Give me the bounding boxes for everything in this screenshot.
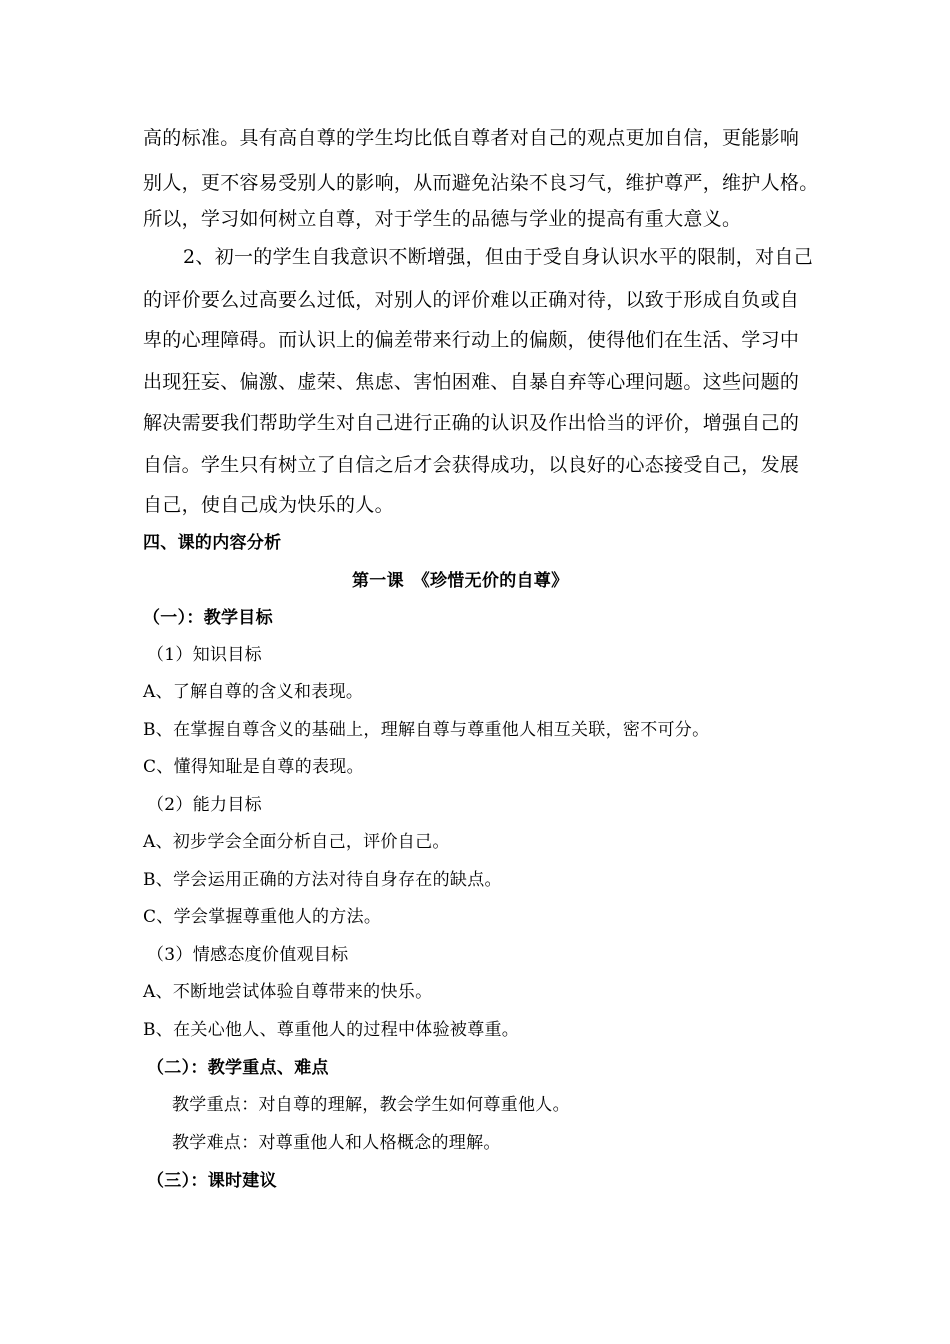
list-item: C、懂得知耻是自尊的表现。 bbox=[143, 757, 364, 777]
paragraph-line: 解决需要我们帮助学生对自己进行正确的认识及作出恰当的评价，增强自己的 bbox=[143, 412, 800, 434]
key-point-text: 教学重点：对自尊的理解，教会学生如何尊重他人。 bbox=[172, 1095, 570, 1115]
section-heading: 四、课的内容分析 bbox=[143, 533, 282, 553]
list-item: A、了解自尊的含义和表现。 bbox=[143, 682, 364, 702]
objective-heading: （2）能力目标 bbox=[147, 795, 262, 815]
subsection-heading: （一）：教学目标 bbox=[143, 608, 273, 628]
list-item: C、学会掌握尊重他人的方法。 bbox=[143, 907, 382, 927]
paragraph-line: 2、初一的学生自我意识不断增强，但由于受自身认识水平的限制，对自己 bbox=[183, 246, 813, 268]
paragraph-line: 卑的心理障碍。而认识上的偏差带来行动上的偏颇，使得他们在生活、学习中 bbox=[143, 329, 800, 351]
list-item: B、在掌握自尊含义的基础上，理解自尊与尊重他人相互关联，密不可分。 bbox=[143, 720, 710, 740]
paragraph-line: 出现狂妄、偏激、虚荣、焦虑、害怕困难、自暴自弃等心理问题。这些问题的 bbox=[143, 371, 800, 393]
subsection-heading: （二）：教学重点、难点 bbox=[147, 1058, 329, 1078]
list-item: A、不断地尝试体验自尊带来的快乐。 bbox=[143, 982, 433, 1002]
paragraph-line: 的评价要么过高要么过低，对别人的评价难以正确对待，以致于形成自负或自 bbox=[143, 289, 800, 311]
paragraph-line: 所以，学习如何树立自尊，对于学生的品德与学业的提高有重大意义。 bbox=[143, 208, 742, 230]
paragraph-line: 自信。学生只有树立了自信之后才会获得成功，以良好的心态接受自己，发展 bbox=[143, 454, 800, 476]
paragraph-line: 高的标准。具有高自尊的学生均比低自尊者对自己的观点更加自信，更能影响 bbox=[143, 127, 800, 149]
paragraph-line: 别人，更不容易受别人的影响，从而避免沾染不良习气，维护尊严，维护人格。 bbox=[143, 172, 819, 194]
paragraph-line: 自己，使自己成为快乐的人。 bbox=[143, 494, 394, 516]
difficult-point-text: 教学难点：对尊重他人和人格概念的理解。 bbox=[172, 1133, 501, 1153]
subsection-heading: （三）：课时建议 bbox=[147, 1171, 277, 1191]
lesson-title: 第一课 《珍惜无价的自尊》 bbox=[352, 571, 569, 591]
objective-heading: （1）知识目标 bbox=[147, 645, 262, 665]
list-item: B、在关心他人、尊重他人的过程中体验被尊重。 bbox=[143, 1020, 520, 1040]
list-item: A、初步学会全面分析自己，评价自己。 bbox=[143, 832, 450, 852]
list-item: B、学会运用正确的方法对待自身存在的缺点。 bbox=[143, 870, 502, 890]
objective-heading: （3）情感态度价值观目标 bbox=[147, 945, 349, 965]
